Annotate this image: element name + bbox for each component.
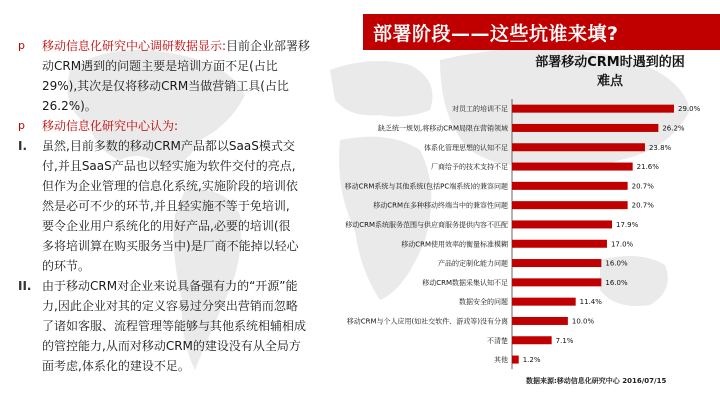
item-i-line: 的环节。 xyxy=(42,259,91,273)
slide-title: 部署阶段——这些坑谁来填? xyxy=(373,23,619,45)
value-label: 10.0% xyxy=(571,317,595,326)
bar xyxy=(512,278,601,286)
bullet-marker: p xyxy=(18,39,25,52)
p1-head: 移动信息化研究中心调研数据显示: xyxy=(42,39,227,53)
item-i-line: 但作为企业管理的信息化系统,实施阶段的培训依 xyxy=(42,179,298,193)
value-label: 16.0% xyxy=(605,259,628,268)
category-label: 对员工的培训不足 xyxy=(452,105,508,114)
category-label: 移动CRM系统与其他系统(包括PC端系统)的兼容问题 xyxy=(344,182,508,191)
bar xyxy=(512,105,674,113)
category-label: 移动CRM在多种移动终端当中的兼容性问题 xyxy=(373,201,508,210)
bullet-p2 xyxy=(18,116,336,136)
p1-line: 目前企业部署移 xyxy=(226,39,311,53)
category-label: 移动CRM使用效率的衡量标准模糊 xyxy=(401,240,508,249)
category-label: 移动CRM数据采集认知不足 xyxy=(422,278,508,287)
p1-line: 29%),其次是仅将移动CRM当做营销工具(占比 xyxy=(42,79,289,93)
chart-title xyxy=(500,53,720,91)
category-label: 厂商给予的技术支持不足 xyxy=(431,163,508,172)
value-label: 26.2% xyxy=(662,124,685,133)
item-ii-line: 面考虑,体系化的建设不足。 xyxy=(42,359,190,373)
item-ii-line: 力,因此企业对其的定义容易过分突出营销而忽略 xyxy=(42,299,298,313)
bar xyxy=(512,163,633,171)
left-text-block xyxy=(18,36,336,376)
category-label: 产品的定制化能力问题 xyxy=(438,259,508,268)
value-label: 23.8% xyxy=(648,143,672,152)
bar xyxy=(512,356,519,364)
category-label: 移动CRM系统服务范围与供应商服务提供内容不匹配 xyxy=(345,220,508,229)
item-i-line: 要令企业用户系统化的用好产品,必要的培训(很 xyxy=(42,219,291,233)
p2-head: 移动信息化研究中心认为: xyxy=(42,119,179,133)
bar xyxy=(512,182,628,190)
value-label: 21.6% xyxy=(636,163,659,172)
bullet-marker: p xyxy=(18,119,25,132)
bar xyxy=(512,336,552,344)
value-label: 16.0% xyxy=(605,278,628,287)
p1-line: 动CRM遇到的问题主要是培训方面不足(占比 xyxy=(42,59,278,73)
item-number: II. xyxy=(18,279,32,293)
category-label: 缺乏统一规划,将移动CRM局限在营销领域 xyxy=(377,124,508,133)
value-label: 20.7% xyxy=(631,182,654,191)
category-label: 不清楚 xyxy=(487,336,508,345)
item-ii-line: 的管控能力,从而对移动CRM的建设没有从全局方 xyxy=(42,339,301,353)
bar xyxy=(512,220,612,228)
bar xyxy=(512,240,607,248)
category-label: 移动CRM与个人应用(如社交软件、游戏等)没有分离 xyxy=(346,317,508,326)
item-i-line: 然是必可不少的环节,并且轻实施不等于免培训, xyxy=(42,199,290,213)
item-i xyxy=(18,136,336,276)
bar xyxy=(512,124,658,132)
category-label: 体系化管理思想的认知不足 xyxy=(424,143,508,152)
category-label: 其他 xyxy=(494,356,508,365)
item-ii-line: 由于移动CRM对企业来说具备强有力的“开源”能 xyxy=(42,279,298,293)
value-label: 17.0% xyxy=(610,240,634,249)
p1-line: 26.2%)。 xyxy=(42,99,97,113)
item-i-line: 多将培训算在购买服务当中)是厂商不能掉以轻心 xyxy=(42,239,299,253)
bullet-p1 xyxy=(18,36,336,116)
item-ii-line: 了诸如客服、流程管理等能够与其他系统相辅相成 xyxy=(42,319,307,333)
item-i-line: 虽然,目前多数的移动CRM产品都以SaaS模式交 xyxy=(42,139,295,153)
chart-title-line: 难点 xyxy=(596,74,623,89)
value-label: 11.4% xyxy=(579,298,602,307)
bar xyxy=(512,317,568,325)
value-label: 17.9% xyxy=(615,220,639,229)
value-label: 20.7% xyxy=(631,201,654,210)
value-label: 29.0% xyxy=(678,105,701,114)
bar xyxy=(512,143,645,151)
chart-title-line: 部署移动CRM时遇到的困 xyxy=(535,55,685,70)
value-label: 1.2% xyxy=(522,356,541,365)
data-source: 数据来源:移动信息化研究中心 2016/07/15 xyxy=(526,377,667,385)
item-i-line: 付,并且SaaS产品也以轻实施为软件交付的亮点, xyxy=(42,159,296,173)
bar xyxy=(512,298,576,306)
item-number: I. xyxy=(18,139,28,153)
bar-chart xyxy=(300,95,720,373)
value-label: 7.1% xyxy=(555,336,574,345)
item-ii xyxy=(18,276,336,376)
bar xyxy=(512,201,628,209)
category-label: 数据安全的问题 xyxy=(459,298,508,307)
bar xyxy=(512,259,601,267)
